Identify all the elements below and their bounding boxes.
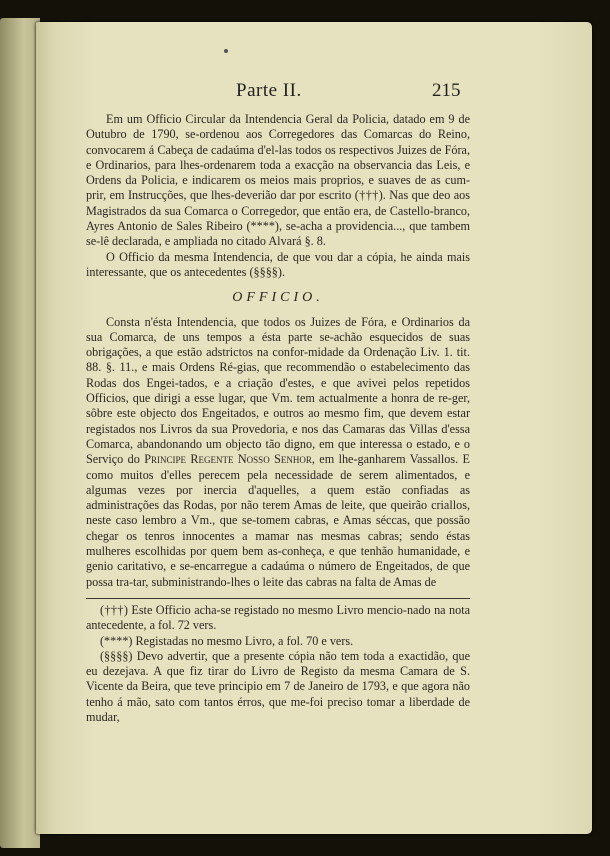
- book-page: [36, 22, 592, 834]
- page-mark: [224, 49, 228, 53]
- running-head: Parte II.: [236, 80, 302, 101]
- footnote-3: (§§§§) Devo advertir, que a presente cópia não tem toda a exactidão, que eu dezejava. A que fiz tirar do Livro de Registo da mesma Camara de S. Vicente da Beira, que teve principio em 7 de Janeiro de 1793, e que agora não tenho á mão, sato com tantos érros, que me-foi preciso tomar a liberdade de mudar,: [86, 648, 470, 724]
- facing-page-edge: [0, 18, 40, 848]
- section-heading: OFFICIO.: [232, 290, 324, 306]
- officio-smallcaps: Principe Regente Nosso Senhor: [144, 452, 312, 467]
- page-text: [86, 112, 470, 725]
- footnote-2: (****) Registadas no mesmo Livro, a fol. 70 e vers.: [100, 633, 354, 648]
- page-header: [36, 80, 592, 114]
- footnote-rule: [86, 598, 470, 599]
- paragraph-2: O Officio da mesma Intendencia, de que vou dar a cópia, he ainda mais interessante, que os antecedentes (§§§§).: [86, 249, 470, 279]
- paragraph-1: Em um Officio Circular da Intendencia Geral da Policia, datado em 9 de Outubro de 1790, se-ordenou aos Corregedores das Comarcas do Reino, convocarem á Cabeça de cadaúma d'el-las todos os respectivos Juizes de Fóra, e Ordinarios, para lhes-ordenarem toda a exacção na observancia das Leis, e Ordens da Policia, e indicarem os meios mais proprios, e suaves de as cum-prir, em Instrucções, que lhes-deverião dar por escrito (†††). Nas que deo aos Magistrados da sua Comarca o Corregedor, que então era, de Castello-branco, Ayres Antonio de Sales Ribeiro (****), se-acha a providencia..., que tambem se-lê declarada, e ampliada no citado Alvará §. 8.: [86, 112, 470, 249]
- officio-body: [86, 315, 470, 590]
- footnote-1: (†††) Este Officio acha-se registado no mesmo Livro menciо-nado na nota antecedente, a fol. 72 vers.: [86, 602, 470, 633]
- officio-body-part-2: , em lhe-ganharem Vassallos. E como muitos d'elles perecem pela necessidade de serem alimentados, e algumas vezes por inercia d'aquelles, a quem estão confiadas as administrações das Rodas, por não terem Amas de leite, que queirão criallos, neste caso lembro a Vm., que se-tomem cabras, e Amas séccas, que possão chegar os tenros innocentes a mamar nas mesmas cabras; sendo éstas mulheres escolhidas por quem bem as-conheça, e que tenhão humanidade, e genio caritativo, e se-encarregue a cadaúma o número de Engeitados, de que possa tra-tar, subministrando-lhes o leite das cabras na falta de Amas de: [86, 452, 470, 589]
- officio-body-part-1: Consta n'ésta Intendencia, que todos os Juizes de Fóra, e Ordinarios da sua Comarca, de uns tempos a ésta parte se-achão esquecidos de suas obrigações, a que estão adstrictos na confor-midade da Ordenação Liv. 1. tit. 88. §. 11., e mais Ordens Ré-gias, que recommendão o estabelecimento das Rodas dos Engei-tados, e a criação d'estes, e que avivei pelos repetidos Officios, que dirigi a esse lugar, que Vm. tem actualmente a honra de re-ger, sôbre este objecto dos Engeitados, e outros ao mesmo fim, que devem estar registados nos Livros da sua Provedoria, e nos das Camaras das Villas d'essa Comarca, abandonando um objecto tão digno, em que interessa o estado, e o Serviço do: [86, 314, 470, 467]
- page-number: 215: [432, 80, 461, 101]
